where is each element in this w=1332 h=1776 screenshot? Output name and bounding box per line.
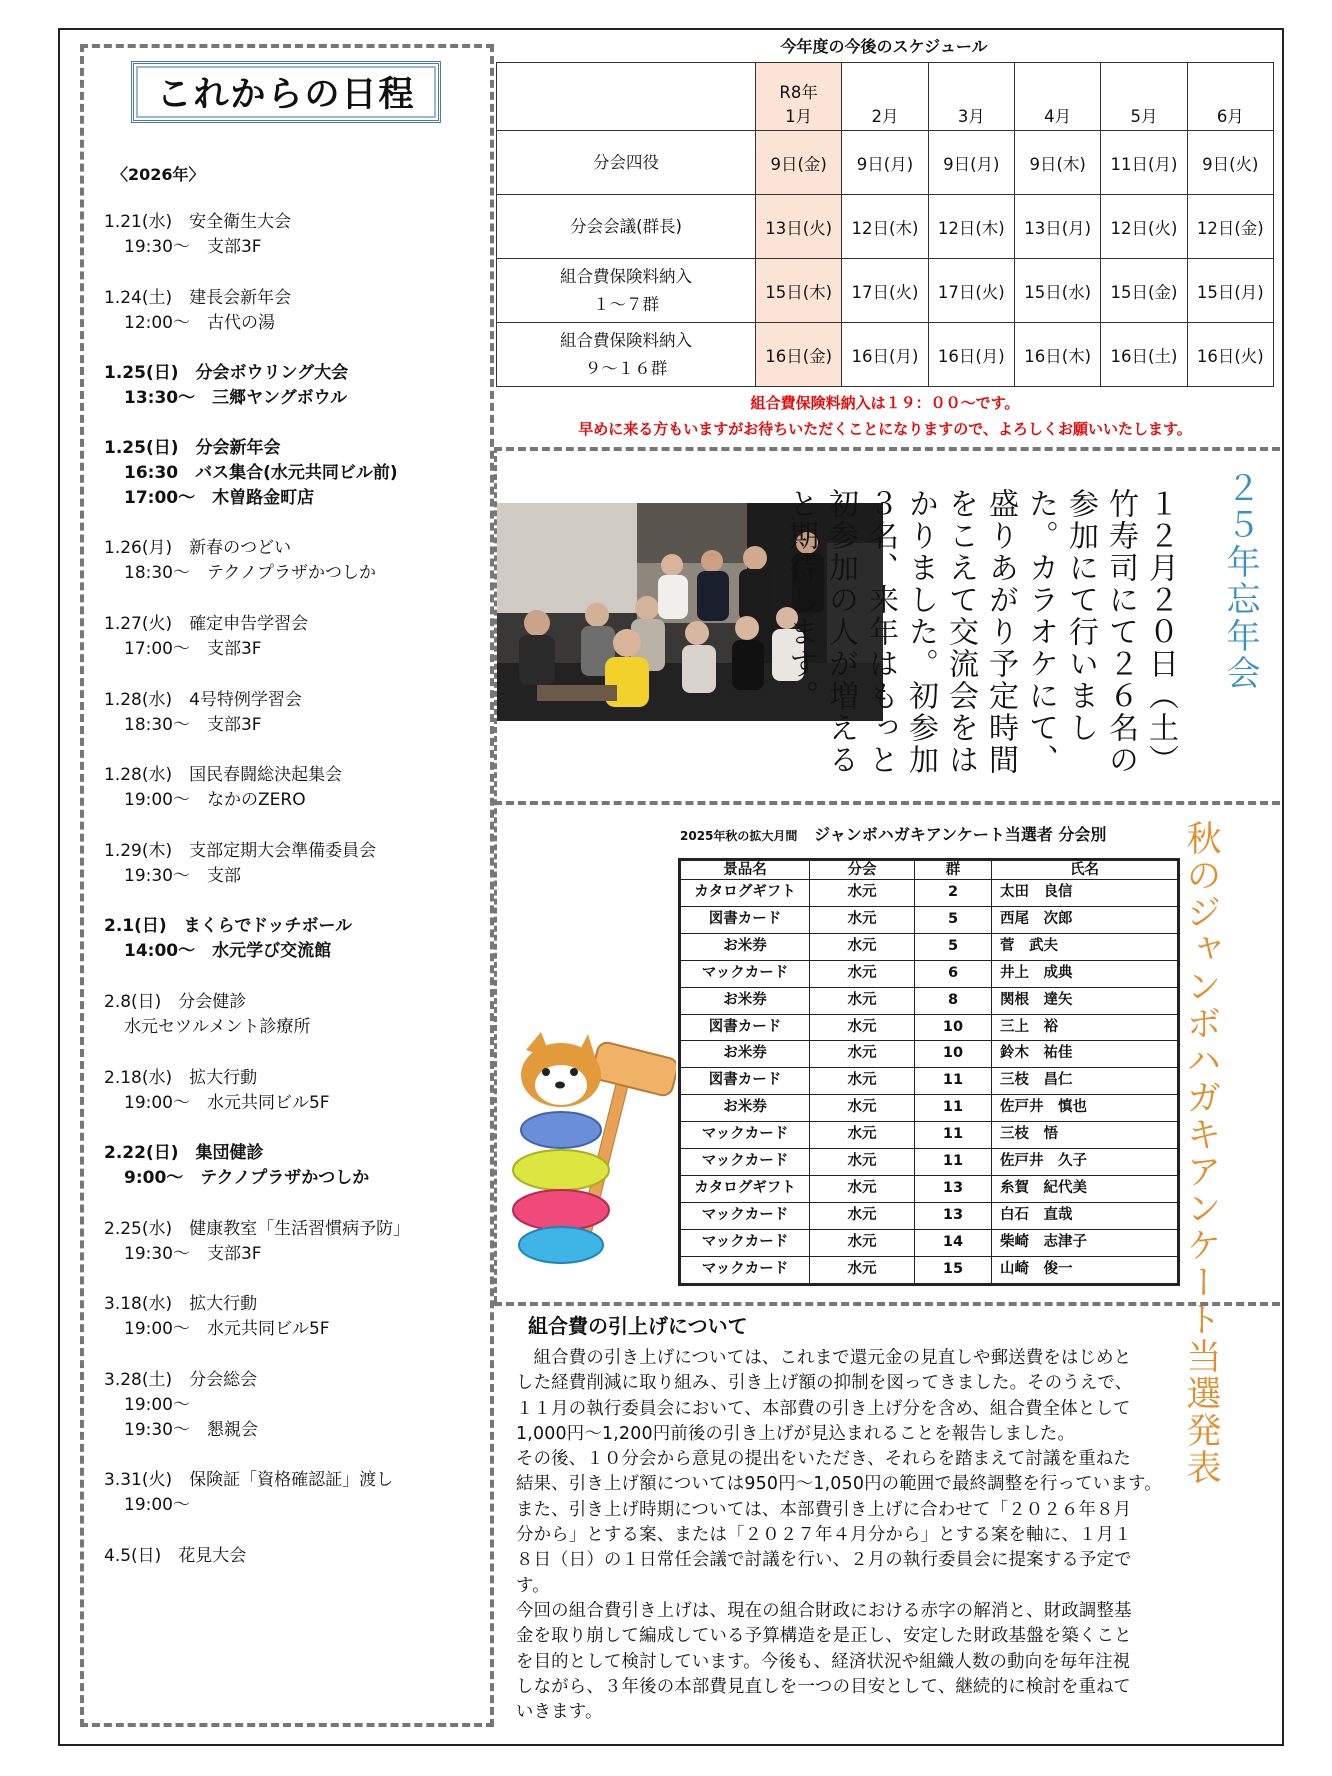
winners-row <box>680 1041 1179 1068</box>
event-item <box>104 1292 330 1342</box>
divider-3 <box>494 1302 1280 1306</box>
winners-cell: 水元 <box>810 1014 915 1041</box>
winners-row <box>680 1256 1179 1284</box>
event-date-title: 1.25(日) 分会新年会 <box>104 438 281 458</box>
month-label: 1月 <box>785 107 813 126</box>
event-date-title: 1.24(土) 建長会新年会 <box>104 288 292 308</box>
schedule-row-label <box>497 259 756 323</box>
event-time-place: 19:00～ <box>124 1395 190 1415</box>
winners-cell: 10 <box>915 1014 992 1041</box>
winners-header-row <box>680 860 1179 880</box>
winners-row <box>680 1149 1179 1176</box>
winners-cell: 水元 <box>810 987 915 1014</box>
winners-header: 群 <box>915 860 992 880</box>
schedule-row-label <box>497 323 756 387</box>
event-item <box>104 1066 330 1116</box>
winners-cell: 水元 <box>810 1149 915 1176</box>
schedule-cell: 12日(火) <box>1101 195 1187 259</box>
schedule-cell: 16日(火) <box>1187 323 1273 387</box>
schedule-cell: 12日(金) <box>1187 195 1273 259</box>
schedule-cell: 16日(月) <box>842 323 928 387</box>
jumbo-postcard-title: 秋のジャンボハガキアンケート当選発表 <box>1181 820 1221 1486</box>
event-time-place: 18:30～ 支部3F <box>124 715 262 735</box>
winners-cell: 11 <box>915 1122 992 1149</box>
winners-cell: 水元 <box>810 880 915 907</box>
article-line: 今回の組合費引き上げは、現在の組合財政における赤字の解消と、財政調整基 <box>516 1600 1132 1621</box>
schedule-header-row <box>497 63 1274 131</box>
payment-time-note: 組合費保険料納入は１９：００～です。 <box>750 394 1020 412</box>
year-end-party-body: １２月２０日（土）竹寿司にて２６名の参加にて行いました。カラオケにて、盛りあがり予定時間をこえて交流会をはかりました。初参加３名、来年はもっと初参加の人が増えると期待します。 <box>783 488 1178 776</box>
event-item <box>104 210 291 260</box>
winners-cell: 図書カード <box>680 1068 810 1095</box>
winners-cell: 2 <box>915 880 992 907</box>
winners-cell: 水元 <box>810 1122 915 1149</box>
event-time-place: 19:30～ 支部3F <box>124 1244 262 1264</box>
winners-cell: 関根 達矢 <box>992 987 1179 1014</box>
winners-row <box>680 1095 1179 1122</box>
schedule-cell: 16日(月) <box>928 323 1014 387</box>
winners-row <box>680 1175 1179 1202</box>
schedule-row <box>497 131 1274 195</box>
winners-row <box>680 987 1179 1014</box>
winners-cell: 井上 成典 <box>992 960 1179 987</box>
schedule-cell: 13日(月) <box>1014 195 1100 259</box>
article-line: しながら、３年後の本部費見直しを一つの目安として、継続的に検討を重ねて <box>516 1676 1131 1697</box>
winners-cell: 図書カード <box>680 906 810 933</box>
winners-cell: 三枝 昌仁 <box>992 1068 1179 1095</box>
article-line: １１月の執行委員会において、本部費の引き上げ分を含め、組合費全体として <box>516 1398 1131 1419</box>
event-date-title: 3.28(土) 分会総会 <box>104 1370 258 1390</box>
winners-cell: お米券 <box>680 1041 810 1068</box>
winners-cell: 菅 武夫 <box>992 933 1179 960</box>
winners-row <box>680 960 1179 987</box>
article-line: した経費削減に取り組み、引き上げ額の抑制を図ってきました。そのうえで、 <box>516 1373 1133 1394</box>
winners-cell: 図書カード <box>680 1014 810 1041</box>
schedule-cell: 17日(火) <box>928 259 1014 323</box>
event-item <box>104 286 291 336</box>
winners-cell: 15 <box>915 1256 992 1284</box>
article-line: 1,000円～1,200円前後の引き上げが見込まれることを報告しました。 <box>516 1423 1075 1444</box>
month-label: 6月 <box>1216 107 1244 126</box>
schedule-corner-cell <box>497 63 756 131</box>
winners-cell: お米券 <box>680 1095 810 1122</box>
winners-row <box>680 1068 1179 1095</box>
winners-cell: 11 <box>915 1068 992 1095</box>
schedule-cell: 15日(水) <box>1014 259 1100 323</box>
winners-header: 分会 <box>810 860 915 880</box>
article-line: また、引き上げ時期については、本部費引き上げに合わせて「２０２６年８月 <box>516 1499 1132 1520</box>
event-item <box>104 1217 410 1267</box>
event-item <box>104 612 308 662</box>
event-item <box>104 914 352 964</box>
event-item <box>104 1544 246 1569</box>
month-header <box>1101 63 1187 131</box>
winners-cell: 水元 <box>810 1068 915 1095</box>
event-time-place: 19:30～ 支部 <box>124 866 241 886</box>
schedule-row <box>497 323 1274 387</box>
article-line: ８日（日）の１日常任会議で討議を行い、２月の執行委員会に提案する予定で <box>516 1550 1132 1571</box>
article-line: 組合費の引き上げについては、これまで還元金の見直しや郵送費をはじめと <box>516 1348 1132 1368</box>
winners-cell: マックカード <box>680 1122 810 1149</box>
schedule-cell: 9日(火) <box>1187 131 1273 195</box>
schedule-cell: 15日(木) <box>756 259 842 323</box>
month-label: 5月 <box>1130 107 1158 126</box>
winners-cell: 水元 <box>810 1202 915 1229</box>
winners-cell: お米券 <box>680 987 810 1014</box>
event-time-place: 19:30～ 支部3F <box>124 237 262 257</box>
event-time-place: 17:00～ 支部3F <box>124 639 262 659</box>
winners-cell: 糸賀 紀代美 <box>992 1175 1179 1202</box>
winners-cell: 三枝 悟 <box>992 1122 1179 1149</box>
winners-row <box>680 1122 1179 1149</box>
event-item <box>104 361 348 411</box>
event-date-title: 3.31(火) 保険証「資格確認証」渡し <box>104 1470 394 1490</box>
schedule-table <box>496 62 1274 387</box>
winners-cell: 柴崎 志津子 <box>992 1229 1179 1256</box>
event-date-title: 1.29(木) 支部定期大会準備委員会 <box>104 841 377 861</box>
winners-row <box>680 933 1179 960</box>
month-label: 2月 <box>871 107 899 126</box>
article-line: す。 <box>516 1575 550 1596</box>
event-time-place: 19:00～ 水元共同ビル5F <box>124 1319 330 1339</box>
event-item <box>104 839 376 889</box>
winners-cell: 三上 裕 <box>992 1014 1179 1041</box>
winners-cell: 鈴木 祐佳 <box>992 1041 1179 1068</box>
winners-cell: 佐戸井 慎也 <box>992 1095 1179 1122</box>
year-label: 〈2026年〉 <box>112 165 205 184</box>
article-body <box>516 1346 1256 1725</box>
event-date-title: 4.5(日) 花見大会 <box>104 1546 247 1566</box>
event-date-title: 1.25(日) 分会ボウリング大会 <box>104 363 349 383</box>
event-date-title: 2.1(日) まくらでドッチボール <box>104 916 353 936</box>
schedule-cell: 16日(土) <box>1101 323 1187 387</box>
winners-row <box>680 1229 1179 1256</box>
schedule-row-label <box>497 195 756 259</box>
winners-cell: 10 <box>915 1041 992 1068</box>
winners-cell: 山崎 俊一 <box>992 1256 1179 1284</box>
article-line: 分から」とする案、または「２０２７年４月分から」とする案を軸に、１月１ <box>516 1525 1132 1546</box>
mascot-illustration <box>496 1030 676 1266</box>
winners-cell: 水元 <box>810 960 915 987</box>
event-time-place: 14:00～ 水元学び交流館 <box>124 941 332 961</box>
schedule-row <box>497 195 1274 259</box>
divider-2 <box>494 801 1280 805</box>
event-date-title: 2.18(水) 拡大行動 <box>104 1068 258 1088</box>
winners-row <box>680 1014 1179 1041</box>
winners-cell: 5 <box>915 933 992 960</box>
schedule-cell: 9日(金) <box>756 131 842 195</box>
schedule-cell: 13日(火) <box>756 195 842 259</box>
winners-cell: 水元 <box>810 1256 915 1284</box>
event-item <box>104 436 398 511</box>
event-time-place: 水元セツルメント診療所 <box>124 1017 311 1037</box>
winners-cell: 佐戸井 久子 <box>992 1149 1179 1176</box>
winners-cell: カタログギフト <box>680 880 810 907</box>
event-time-place: 19:00～ なかのZERO <box>124 790 306 810</box>
schedule-cell: 12日(木) <box>928 195 1014 259</box>
article-title: 組合費の引上げについて <box>528 1314 748 1338</box>
winners-cell: マックカード <box>680 1256 810 1284</box>
schedule-cell: 15日(月) <box>1187 259 1273 323</box>
article-line: いきます。 <box>516 1702 603 1723</box>
schedule-cell: 12日(木) <box>842 195 928 259</box>
month-header <box>842 63 928 131</box>
event-date-title: 2.25(水) 健康教室「生活習慣病予防」 <box>104 1219 411 1239</box>
winners-cell: 13 <box>915 1202 992 1229</box>
row-label-line: 分会四役 <box>593 152 659 172</box>
month-header <box>928 63 1014 131</box>
event-date-title: 2.8(日) 分会健診 <box>104 992 247 1012</box>
month-header <box>1014 63 1100 131</box>
month-label: 3月 <box>957 107 985 126</box>
winners-row <box>680 1202 1179 1229</box>
winners-cell: 太田 良信 <box>992 880 1179 907</box>
row-label-line: 分会会議(群長) <box>570 216 682 236</box>
winners-cell: 水元 <box>810 1229 915 1256</box>
article-line: 金を取り崩して編成している予算構造を是正し、安定した財政基盤を築くこと <box>516 1626 1132 1647</box>
winners-cell: 6 <box>915 960 992 987</box>
schedule-title: これからの日程 <box>156 75 416 115</box>
schedule-cell: 9日(月) <box>928 131 1014 195</box>
schedule-cell: 9日(月) <box>842 131 928 195</box>
event-date-title: 2.22(日) 集団健診 <box>104 1143 264 1163</box>
winners-cell: 11 <box>915 1095 992 1122</box>
winners-cell: 水元 <box>810 906 915 933</box>
winners-cell: 西尾 次郎 <box>992 906 1179 933</box>
winners-cell: 13 <box>915 1175 992 1202</box>
schedule-cell: 9日(木) <box>1014 131 1100 195</box>
winners-caption-campaign: 2025年秋の拡大月間 <box>680 829 798 843</box>
event-time-place: 18:30～ テクノプラザかつしか <box>124 563 376 583</box>
winners-caption <box>680 822 1106 845</box>
winners-cell: カタログギフト <box>680 1175 810 1202</box>
winners-cell: マックカード <box>680 960 810 987</box>
schedule-cell: 11日(月) <box>1101 131 1187 195</box>
event-date-title: 1.28(水) 4号特例学習会 <box>104 690 302 710</box>
row-label-line: 組合費保険料納入 <box>560 330 692 350</box>
winners-cell: 水元 <box>810 1095 915 1122</box>
winners-caption-main: ジャンボハガキアンケート当選者 分会別 <box>814 825 1107 844</box>
row-label-line: １～７群 <box>593 294 659 314</box>
winners-cell: 11 <box>915 1149 992 1176</box>
event-item <box>104 1368 258 1443</box>
winners-cell: マックカード <box>680 1202 810 1229</box>
article-line: 結果、引き上げ額については950円～1,050円の範囲で最終調整を行っています。 <box>516 1474 1162 1495</box>
event-time-place: 19:00～ <box>124 1495 190 1515</box>
month-header <box>1187 63 1273 131</box>
event-time-place: 17:00～ 木曽路金町店 <box>124 488 315 508</box>
schedule-row-label <box>497 131 756 195</box>
winners-cell: マックカード <box>680 1149 810 1176</box>
row-label-line: 組合費保険料納入 <box>560 266 692 286</box>
winners-header: 氏名 <box>992 860 1179 880</box>
winners-cell: 水元 <box>810 933 915 960</box>
event-date-title: 1.26(月) 新春のつどい <box>104 538 292 558</box>
article-line: を目的として検討しています。今後も、経済状況や組織人数の動向を毎年注視 <box>516 1651 1131 1672</box>
event-time-place: 13:30～ 三郷ヤングボウル <box>124 388 348 408</box>
winners-cell: 5 <box>915 906 992 933</box>
event-time-place: 19:00～ 水元共同ビル5F <box>124 1093 330 1113</box>
waiting-note: 早めに来る方もいますがお待ちいただくことになりますので、よろしくお願いいたします。 <box>578 420 1192 438</box>
winners-cell: マックカード <box>680 1229 810 1256</box>
event-item <box>104 1468 393 1518</box>
event-date-title: 1.21(水) 安全衛生大会 <box>104 212 292 232</box>
schedule-cell: 16日(木) <box>1014 323 1100 387</box>
event-item <box>104 1141 369 1191</box>
event-time-place: 16:30 バス集合(水元共同ビル前) <box>124 463 398 483</box>
winners-table <box>678 858 1180 1286</box>
event-date-title: 1.27(火) 確定申告学習会 <box>104 614 309 634</box>
article-line: その後、１０分会から意見の提出をいただき、それらを踏まえて討議を重ねた <box>516 1449 1131 1470</box>
row-label-line: ９～１６群 <box>584 358 668 378</box>
winners-row <box>680 906 1179 933</box>
winners-cell: 白石 直哉 <box>992 1202 1179 1229</box>
event-date-title: 3.18(水) 拡大行動 <box>104 1294 258 1314</box>
winners-cell: お米券 <box>680 933 810 960</box>
schedule-row <box>497 259 1274 323</box>
event-date-title: 1.28(水) 国民春闘総決起集会 <box>104 765 343 785</box>
schedule-cell: 17日(火) <box>842 259 928 323</box>
month-header <box>756 63 842 131</box>
schedule-cell: 15日(金) <box>1101 259 1187 323</box>
event-time-place: 12:00～ 古代の湯 <box>124 313 275 333</box>
event-item <box>104 763 342 813</box>
winners-header: 景品名 <box>680 860 810 880</box>
event-item <box>104 536 376 586</box>
divider-1 <box>494 447 1280 451</box>
event-time-place: 19:30～ 懇親会 <box>124 1420 258 1440</box>
month-label: 4月 <box>1044 107 1072 126</box>
event-item <box>104 990 311 1040</box>
event-item <box>104 688 302 738</box>
winners-cell: 水元 <box>810 1041 915 1068</box>
year-end-party-title: ２５年忘年会 <box>1220 470 1260 692</box>
schedule-cell: 16日(金) <box>756 323 842 387</box>
month-year: R8年 <box>779 83 818 102</box>
winners-cell: 水元 <box>810 1175 915 1202</box>
schedule-title-box <box>131 61 441 123</box>
schedule-table-title: 今年度の今後のスケジュール <box>780 37 988 56</box>
winners-cell: 8 <box>915 987 992 1014</box>
winners-cell: 14 <box>915 1229 992 1256</box>
winners-row <box>680 880 1179 907</box>
event-time-place: 9:00～ テクノプラザかつしか <box>124 1168 370 1188</box>
